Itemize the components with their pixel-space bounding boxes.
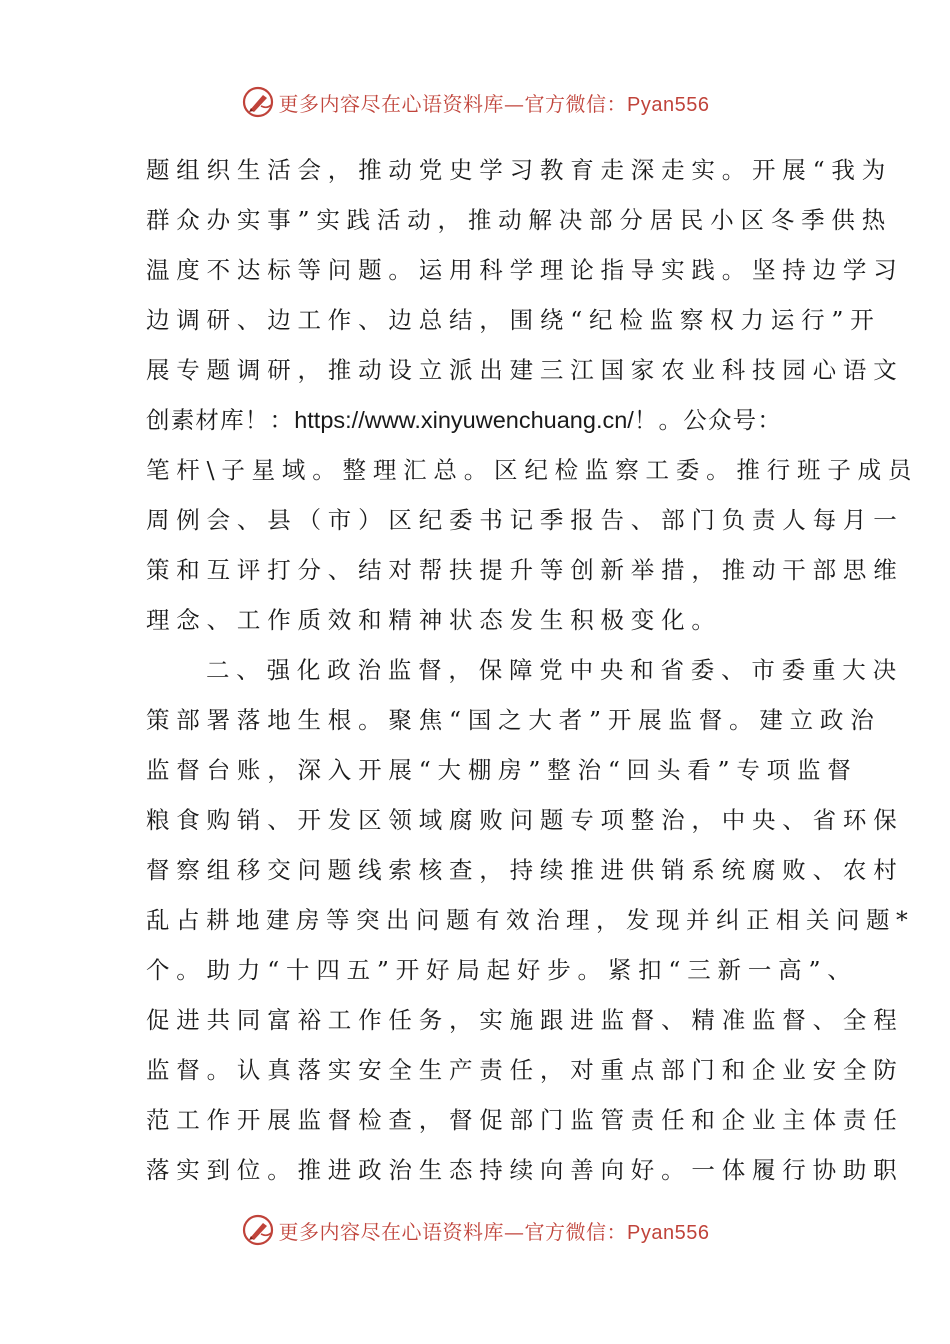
- paragraph-line: 展专题调研，推动设立派出建三江国家农业科技园心语文: [146, 356, 904, 384]
- paragraph-line: 温度不达标等问题。运用科学理论指导实践。坚持边学习: [146, 256, 904, 284]
- paragraph-line: 监督。认真落实安全生产责任，对重点部门和企业安全防: [146, 1056, 904, 1084]
- paragraph-line: 策和互评打分、结对帮扶提升等创新举措，推动干部思维: [146, 556, 904, 584]
- paragraph-line: 周例会、县（市）区纪委书记季报告、部门负责人每月一: [146, 506, 904, 534]
- pen-seal-logo-icon: [241, 1213, 275, 1247]
- paragraph-line: 个。助力“十四五”开好局起好步。紧扣“三新一高”、: [146, 956, 858, 984]
- paragraph-line: 乱占耕地建房等突出问题有效治理，发现并纠正相关问题*: [146, 906, 915, 934]
- document-body: [146, 145, 919, 1195]
- paragraph-line: 监督台账，深入开展“大棚房”整治“回头看”专项监督: [146, 756, 858, 784]
- banner-text: 更多内容尽在心语资料库—官方微信：Pyan556: [278, 91, 710, 116]
- section-heading-line: 二、强化政治监督，保障党中央和省委、市委重大决: [206, 656, 903, 684]
- header-watermark-banner: [0, 80, 950, 124]
- paragraph-line: 边调研、边工作、边总结，围绕“纪检监察权力运行”开: [146, 306, 881, 334]
- paragraph-line: 督察组移交问题线索核查，持续推进供销系统腐败、农村: [146, 856, 904, 884]
- footer-watermark-banner: [0, 1208, 950, 1252]
- website-url: https://www.xinyuwenchuang.cn/: [294, 407, 634, 433]
- paragraph-line: 理念、工作质效和精神状态发生积极变化。: [146, 606, 722, 634]
- paragraph-line: 粮食购销、开发区领域腐败问题专项整治，中央、省环保: [146, 806, 904, 834]
- banner-text: 更多内容尽在心语资料库—官方微信：Pyan556: [278, 1219, 710, 1244]
- paragraph-line: 范工作开展监督检查，督促部门监管责任和企业主体责任: [146, 1106, 904, 1134]
- paragraph-line: 落实到位。推进政治生态持续向善向好。一体履行协助职: [146, 1156, 904, 1184]
- paragraph-line: 题组织生活会，推动党史学习教育走深走实。开展“我为: [146, 156, 893, 184]
- paragraph-line: 策部署落地生根。聚焦“国之大者”开展监督。建立政治: [146, 706, 881, 734]
- paragraph-line: 群众办实事”实践活动，推动解决部分居民小区冬季供热: [146, 206, 893, 234]
- paragraph-line-with-url: 创素材库！：https://www.xinyuwenchuang.cn/！。公众号：: [146, 406, 783, 434]
- pen-seal-logo-icon: [241, 85, 275, 119]
- paragraph-line: 笔杆\子星域。整理汇总。区纪检监察工委。推行班子成员: [146, 456, 919, 484]
- paragraph-line: 促进共同富裕工作任务，实施跟进监督、精准监督、全程: [146, 1006, 904, 1034]
